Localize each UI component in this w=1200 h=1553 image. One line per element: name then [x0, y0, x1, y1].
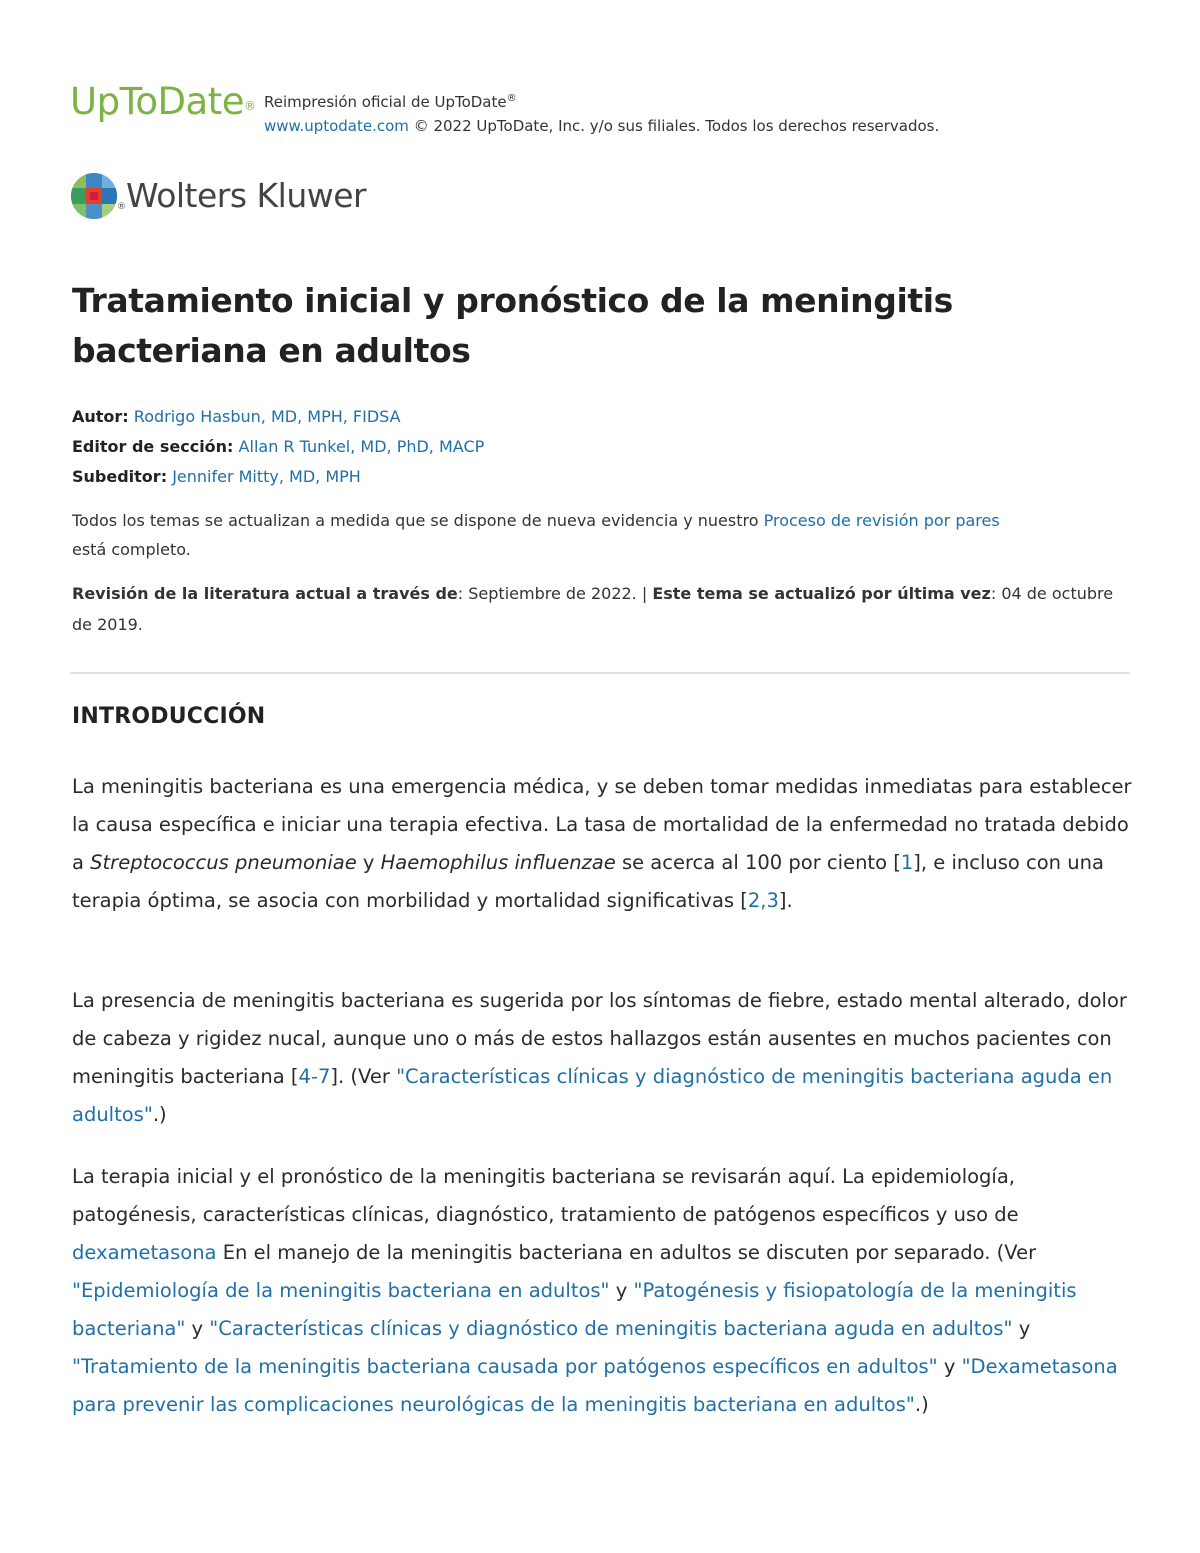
page-header	[70, 80, 1130, 140]
intro-paragraph-3	[72, 1158, 1134, 1424]
drug-link[interactable]: dexametasona	[72, 1241, 217, 1264]
page-title	[72, 276, 1072, 376]
uptodate-logo-reg: ®	[243, 99, 256, 113]
reference-link[interactable]: 1	[900, 851, 914, 874]
text-run: La terapia inicial y el pronóstico de la meningitis bacteriana se revisarán aquí. La epidemiología, patogénesis, características clínicas, diagnóstico, tratamiento de patógenos específicos y uso de	[72, 1165, 1019, 1226]
contributor-deputy-editor	[72, 462, 1132, 492]
topic-link[interactable]: "Dexametasona para prevenir las complicaciones neurológicas de la meningitis bacteriana en adultos"	[72, 1355, 1118, 1416]
wolters-kluwer-reg: ®	[117, 202, 126, 212]
intro-paragraph-1	[72, 768, 1134, 920]
contributor-label: Subeditor:	[72, 467, 168, 486]
contributor-label: Autor:	[72, 407, 129, 426]
text-run: .)	[914, 1393, 929, 1416]
uptodate-logo-text: UpToDate	[70, 80, 244, 123]
text-run: La presencia de meningitis bacteriana es sugerida por los síntomas de fiebre, estado mental alterado, dolor de cabeza y rigidez nucal, aunque uno o más de estos hallazgos están ausentes en muchos pacientes con meningitis bacteriana [	[72, 989, 1127, 1088]
text-run: .)	[152, 1103, 167, 1126]
last-updated-label: Este tema se actualizó por última vez	[652, 584, 991, 603]
text-run: y	[609, 1279, 634, 1302]
text-run: En el manejo de la meningitis bacteriana en adultos se discuten por separado. (Ver	[216, 1241, 1037, 1264]
topic-link[interactable]: "Patogénesis y fisiopatología de la meningitis bacteriana"	[72, 1279, 1077, 1340]
wolters-kluwer-globe-icon	[70, 172, 118, 220]
topic-link[interactable]: "Epidemiología de la meningitis bacteriana en adultos"	[72, 1279, 610, 1302]
last-updated-value: : 04 de octubre de 2019.	[72, 584, 1114, 634]
copyright-text: © 2022 UpToDate, Inc. y/o sus filiales. Todos los derechos reservados.	[408, 117, 940, 135]
text-run: ], e incluso con una terapia óptima, se asocia con morbilidad y mortalidad significativas [	[72, 851, 1104, 912]
page-title-line1: Tratamiento inicial y pronóstico de la meningitis	[72, 281, 953, 320]
contributor-label: Editor de sección:	[72, 437, 234, 456]
text-run: y	[185, 1317, 210, 1340]
text-run: y	[356, 851, 381, 874]
text-run: ].	[778, 889, 793, 912]
organism-name: Haemophilus influenzae	[380, 851, 616, 874]
section-heading: INTRODUCCIÓN	[72, 704, 266, 729]
review-dates	[72, 578, 1132, 640]
uptodate-logo[interactable]	[70, 80, 255, 124]
literature-review-label: Revisión de la literatura actual a través de	[72, 584, 458, 603]
text-run: y	[1012, 1317, 1031, 1340]
topic-link[interactable]: "Tratamiento de la meningitis bacteriana causada por patógenos específicos en adultos"	[72, 1355, 938, 1378]
wolters-kluwer-text: Wolters Kluwer	[126, 176, 367, 215]
update-note-end: está completo.	[72, 540, 191, 559]
reprint-reg: ®	[506, 93, 517, 104]
deputy-editor-link[interactable]: Jennifer Mitty, MD, MPH	[172, 467, 361, 486]
topic-link[interactable]: "Características clínicas y diagnóstico de meningitis bacteriana aguda en adultos"	[209, 1317, 1013, 1340]
literature-review-value: : Septiembre de 2022. |	[457, 584, 653, 603]
text-run: La meningitis bacteriana es una emergencia médica, y se deben tomar medidas inmediatas para establecer la causa específica e iniciar una terapia efectiva. La tasa de mortalidad de la enfermedad no tratada debido a	[72, 775, 1132, 874]
update-note-text: Todos los temas se actualizan a medida que se dispone de nueva evidencia y nuestro	[72, 511, 764, 530]
wolters-kluwer-logo[interactable]	[70, 170, 390, 220]
text-run: y	[937, 1355, 962, 1378]
section-editor-link[interactable]: Allan R Tunkel, MD, PhD, MACP	[238, 437, 485, 456]
reprint-notice	[264, 87, 939, 138]
page-title-line2: bacteriana en adultos	[72, 331, 471, 370]
update-note	[72, 506, 1132, 564]
text-run: se acerca al 100 por ciento [	[615, 851, 901, 874]
text-run: ]. (Ver	[330, 1065, 397, 1088]
peer-review-link[interactable]: Proceso de revisión por pares	[763, 511, 1000, 530]
contributor-section-editor	[72, 432, 1132, 462]
topic-link[interactable]: "Características clínicas y diagnóstico de meningitis bacteriana aguda en adultos"	[72, 1065, 1113, 1126]
reference-link[interactable]: 2,3	[747, 889, 779, 912]
reprint-line: Reimpresión oficial de UpToDate	[264, 93, 507, 111]
author-link[interactable]: Rodrigo Hasbun, MD, MPH, FIDSA	[133, 407, 401, 426]
contributor-author	[72, 402, 1132, 432]
contributors	[72, 402, 1132, 492]
intro-paragraph-2	[72, 982, 1134, 1134]
organism-name: Streptococcus pneumoniae	[90, 851, 357, 874]
reference-link[interactable]: 4-7	[298, 1065, 331, 1088]
section-divider	[70, 672, 1130, 674]
uptodate-site-link[interactable]: www.uptodate.com	[264, 117, 409, 135]
